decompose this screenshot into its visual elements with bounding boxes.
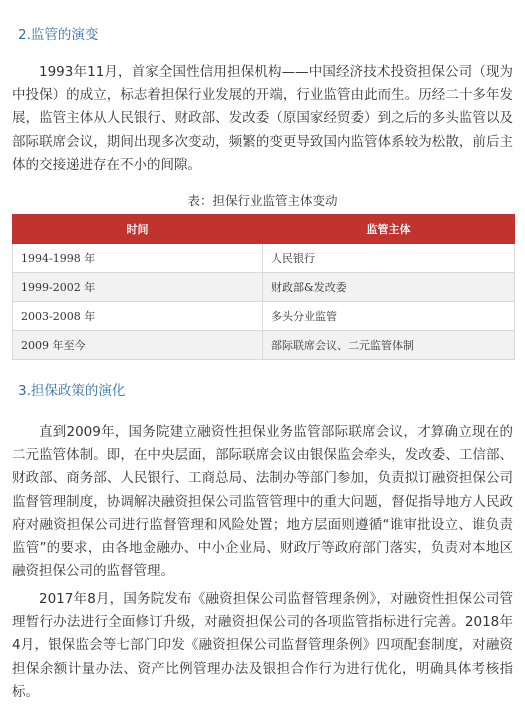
- paragraph-policy-2017: 2017年8月，国务院发布《融资担保公司监督管理条例》，对融资性担保公司管理暂行办法进行全面修订升级，对融资担保公司的各项监管指标进行完善。2018年4月，银保监会等七部门印发《融资担保公司监督管理条例》四项配套制度，对融资担保余额计量办法、资产比例管理办法及银担合作行为进行优化，明确具体考核指标。: [12, 591, 513, 700]
- table-row: [13, 302, 515, 331]
- table-row: [13, 273, 515, 302]
- cell-regulator: 部际联席会议、二元监管体制: [263, 331, 515, 360]
- table-row: [13, 244, 515, 273]
- table-row: [13, 331, 515, 360]
- cell-period: 1994-1998 年: [13, 244, 263, 273]
- cell-period: 2003-2008 年: [13, 302, 263, 331]
- regulator-change-table: [12, 214, 515, 360]
- column-header-time: 时间: [13, 215, 263, 244]
- table-header-row: [13, 215, 515, 244]
- section-heading-policy: 3.担保政策的演化: [18, 383, 126, 399]
- paragraph-evolution: 1993年11月，首家全国性信用担保机构——中国经济技术投资担保公司（现为中投保）的成立，标志着担保行业发展的开端，行业监管由此而生。历经二十多年发展，监管主体从人民银行、财政部、发改委（原国家经贸委）到之后的多头监管以及部际联席会议，期间出现多次变动，频繁的变更导致国内监管体系较为松散，前后主体的交接递进存在不小的间隙。: [12, 64, 513, 173]
- table-caption: 表：担保行业监管主体变动: [187, 193, 338, 208]
- paragraph-policy-2009: 直到2009年，国务院建立融资性担保业务监管部际联席会议，才算确立现在的二元监管体制。即，在中央层面，部际联席会议由银保监会牵头，发改委、工信部、财政部、商务部、人民银行、工商总局、法制办等部门参加，负责拟订融资担保公司监督管理制度，协调解决融资担保公司监管管理中的重大问题，督促指导地方人民政府对融资担保公司进行监督管理和风险处置；地方层面则遵循“谁审批设立、谁负责监管”的要求，由各地金融办、中小企业局、财政厅等政府部门落实，负责对本地区融资担保公司的监督管理。: [12, 424, 513, 580]
- cell-regulator: 财政部&发改委: [263, 273, 515, 302]
- cell-regulator: 人民银行: [263, 244, 515, 273]
- section-heading-evolution: 2.监管的演变: [18, 27, 99, 43]
- cell-regulator: 多头分业监管: [263, 302, 515, 331]
- column-header-regulator: 监管主体: [263, 215, 515, 244]
- cell-period: 1999-2002 年: [13, 273, 263, 302]
- cell-period: 2009 年至今: [13, 331, 263, 360]
